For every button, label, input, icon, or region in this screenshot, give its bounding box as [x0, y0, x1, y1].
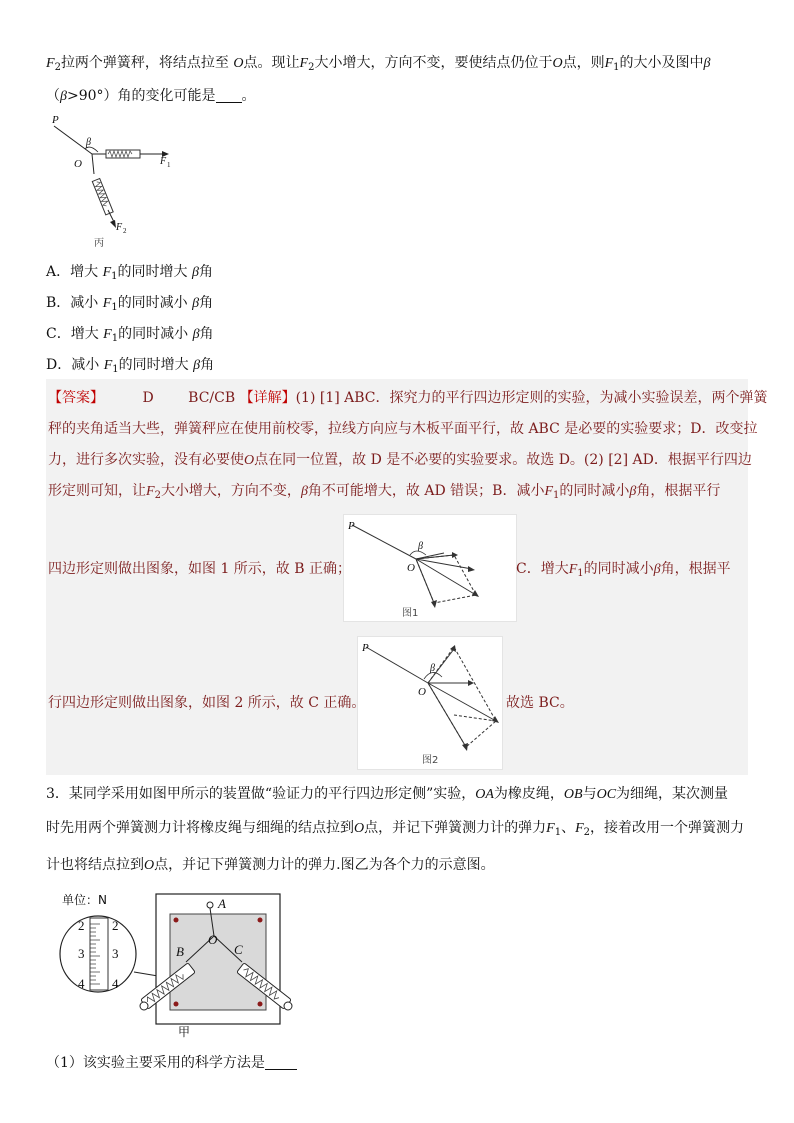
fig-jia-C: C [234, 942, 243, 957]
fig2-caption: 图2 [422, 755, 439, 766]
option-a: A．增大 $F_1$的同时增大 β角 [46, 264, 213, 282]
fig-jia-tick-3-left: 3 [78, 946, 85, 961]
fig-bing-F2-sub: 2 [123, 227, 127, 235]
fig-jia-caption: 甲 [178, 1025, 191, 1039]
fig1-O: O [407, 562, 415, 574]
fig1-beta: β [418, 541, 423, 552]
fig1-caption: 图1 [402, 608, 419, 619]
q3-sub-1: （1）该实验主要采用的科学方法是 [46, 1053, 297, 1073]
figure-1 [343, 514, 517, 622]
answer-line-5a: 四边形定则做出图象，如图 1 所示，故 B 正确； [48, 561, 351, 577]
fig-jia-unit: 单位：N [62, 893, 107, 907]
fig-bing-caption: 丙 [94, 238, 104, 249]
answer-line-4: 形定则可知，让$F_2$大小增大，方向不变，β角不可能增大，故 AD 错误；B．减小$F_1$的同时减小β角，根据平行 [48, 483, 721, 501]
figure-bing [44, 112, 184, 252]
fig-jia-A: A [218, 896, 226, 911]
answer-line-6b: 故选 BC。 [506, 695, 574, 711]
answer-line-2: 秤的夹角适当大些，弹簧秤应在使用前校零，拉线方向应与木板平面平行，故 ABC 是必要的实验要求；D．改变拉 [48, 421, 758, 437]
option-b: B．减小 $F_1$的同时减小 β角 [46, 295, 214, 313]
option-d: D．减小 $F_1$的同时增大 β角 [46, 357, 215, 375]
answer-line-1: 【答案】 D BC/CB 【详解】(1) [1] ABC．探究力的平行四边形定则的实验，为减小实验误差，两个弹簧 [48, 390, 768, 406]
answer-2: BC/CB [188, 390, 236, 406]
q3-line-2: 时先用两个弹簧测力计将橡皮绳与细绳的结点拉到O点，并记下弹簧测力计的弹力$F_1$、$F_2$，接着改用一个弹簧测力 [46, 820, 744, 838]
fig-jia-tick-4-left: 4 [78, 976, 85, 991]
figure-2 [357, 636, 503, 770]
q3-sub-1-blank [265, 1055, 297, 1070]
fig-jia-tick-2-left: 2 [78, 918, 85, 933]
fig-jia-tick-2-right: 2 [112, 918, 119, 933]
fig-bing-F1-sub: 1 [167, 161, 171, 169]
q3-line-3: 计也将结点拉到O点，并记下弹簧测力计的弹力.图乙为各个力的示意图。 [46, 857, 495, 873]
fig-jia-O: O [208, 932, 218, 947]
fig2-P: P [362, 642, 369, 654]
fig-bing-F1: F [160, 156, 167, 167]
answer-tag: 【答案】 [48, 390, 104, 406]
intro-line-2: （β>90°）角的变化可能是 。 [46, 88, 256, 104]
figure-jia [56, 886, 302, 1042]
q3-line-1: 3．某同学采用如图甲所示的装置做“验证力的平行四边形定侧”实验，OA为橡皮绳，OB与OC为细绳，某次测量 [46, 786, 729, 802]
answer-line-5b: C．增大$F_1$的同时减小β角，根据平 [516, 561, 731, 579]
detail-tag: 【详解】 [239, 390, 296, 406]
fig1-P: P [348, 520, 355, 532]
answer-line-6a: 行四边形定则做出图象，如图 2 所示，故 C 正确。 [48, 695, 366, 711]
option-c: C．增大 $F_1$的同时减小 β角 [46, 326, 214, 344]
fig2-O: O [418, 686, 426, 698]
fig2-beta: β [430, 663, 435, 674]
fig-bing-O: O [74, 158, 82, 170]
answer-blank [216, 88, 242, 103]
fig-jia-B: B [176, 944, 184, 959]
fig-jia-tick-3-right: 3 [112, 946, 119, 961]
fig-bing-beta: β [86, 137, 91, 148]
fig-bing-P: P [52, 114, 59, 126]
fig-bing-F2: F [116, 222, 123, 233]
fig-jia-tick-4-right: 4 [112, 976, 119, 991]
intro-line-1: $F_2$拉两个弹簧秤，将结点拉至 O点。现让$F_2$大小增大，方向不变，要使结点仍位于O点，则$F_1$的大小及图中β [46, 55, 711, 73]
answer-1: D [142, 390, 154, 406]
answer-line-3: 力，进行多次实验，没有必要使O点在同一位置，故 D 是不必要的实验要求。故选 D。(2) [2] AD．根据平行四边 [48, 452, 752, 468]
